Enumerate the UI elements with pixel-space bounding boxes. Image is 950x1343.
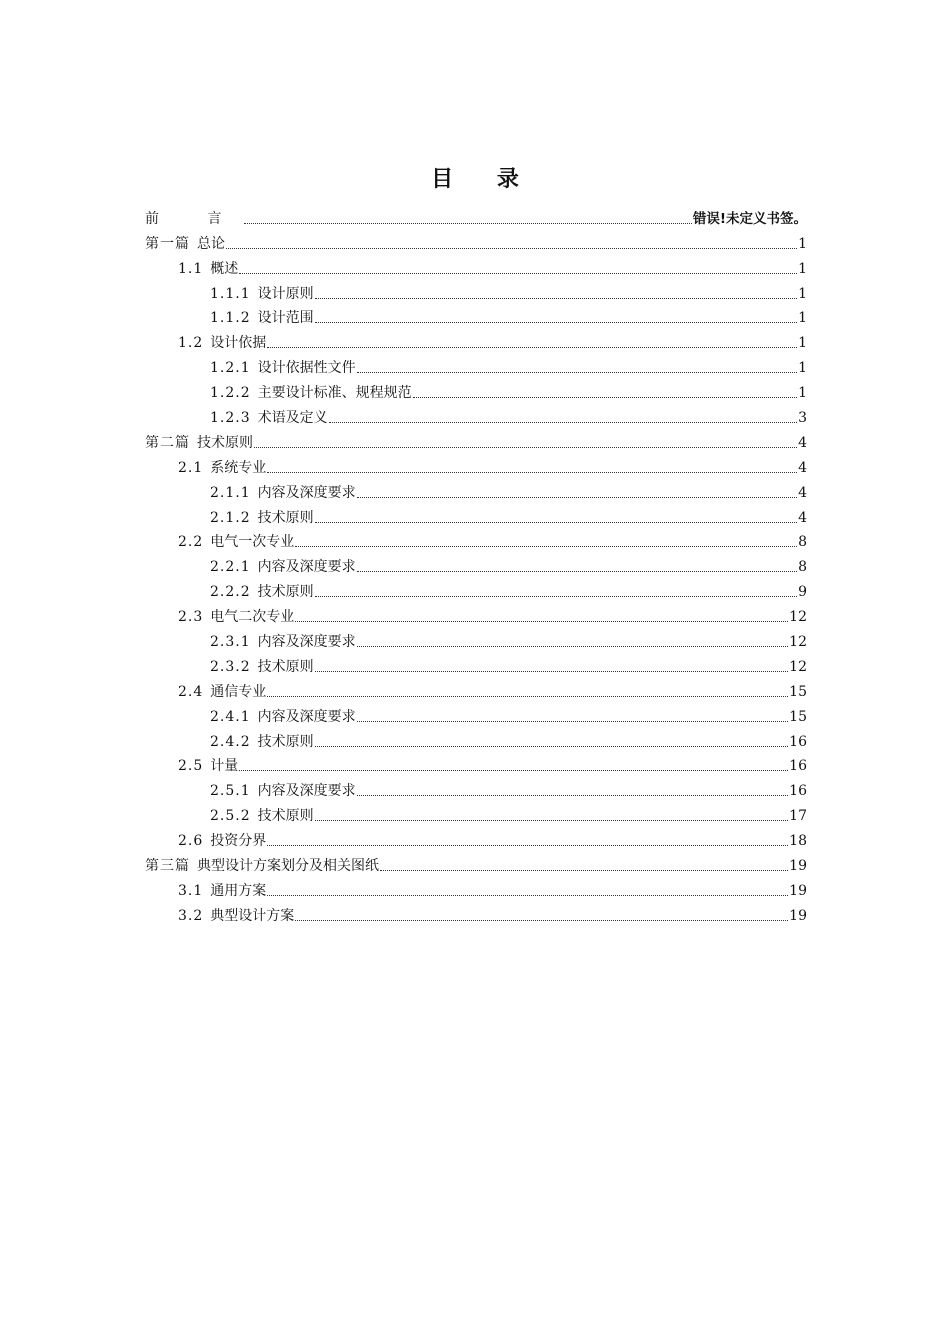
dot-leader [315, 596, 797, 597]
dot-leader [315, 522, 797, 523]
toc-entry-page-number: 8 [798, 559, 807, 576]
toc-entry-label: 技术原则 [257, 509, 314, 526]
toc-entry-number: 3.2 [178, 907, 204, 924]
dot-leader [239, 770, 788, 771]
toc-entry-page-number: 19 [789, 882, 807, 899]
toc-entry-number: 第二篇 [145, 434, 190, 451]
toc-entry-number: 2.6 [178, 833, 204, 850]
dot-leader [267, 696, 788, 697]
toc-entry-label: 内容及深度要求 [257, 783, 356, 800]
dot-leader [380, 870, 788, 871]
toc-entry-number: 第一篇 [145, 235, 190, 252]
toc-title: 目 录 [431, 167, 537, 192]
toc-entry-label: 典型设计方案 [210, 907, 295, 924]
toc-entry-label: 设计依据性文件 [257, 360, 356, 377]
toc-entry-page-number: 16 [789, 758, 807, 775]
toc-entry-number: 2.1.2 [210, 509, 251, 526]
toc-entry-page-number: 19 [789, 907, 807, 924]
toc-entry[interactable] [145, 825, 807, 850]
dot-leader [329, 422, 797, 423]
toc-entry-label: 技术原则 [257, 658, 314, 675]
toc-entry-number: 1.2.1 [210, 360, 251, 377]
dot-leader [413, 397, 797, 398]
toc-entry-label: 内容及深度要求 [257, 708, 356, 725]
toc-entry[interactable] [145, 402, 807, 427]
toc-entry-label: 通用方案 [210, 882, 267, 899]
toc-entry-number: 2.4.1 [210, 708, 251, 725]
dot-leader [357, 795, 789, 796]
toc-entry-label: 总论 [197, 235, 225, 252]
toc-entry-page-number: 12 [789, 609, 807, 626]
toc-entry-number: 2.3.1 [210, 634, 251, 651]
toc-entry[interactable] [145, 875, 807, 900]
toc-entry-number: 2.3.2 [210, 658, 251, 675]
toc-entry-number: 2.1 [178, 459, 204, 476]
toc-entry-label: 技术原则 [257, 733, 314, 750]
toc-entry-label: 技术原则 [257, 808, 314, 825]
toc-entry[interactable] [145, 327, 807, 352]
dot-leader [315, 746, 789, 747]
dot-leader [239, 273, 797, 274]
dot-leader [315, 322, 797, 323]
toc-entry[interactable] [145, 427, 807, 452]
toc-entry[interactable] [145, 278, 807, 303]
toc-entry[interactable] [145, 726, 807, 751]
toc-entry-page-number: 1 [798, 360, 807, 377]
toc-entry-page-number: 1 [798, 310, 807, 327]
toc-entry-page-number: 19 [789, 858, 807, 875]
table-of-contents [145, 203, 807, 925]
toc-entry-number: 2.3 [178, 609, 204, 626]
toc-entry-label: 主要设计标准、规程规范 [257, 385, 412, 402]
toc-entry[interactable] [145, 452, 807, 477]
toc-entry[interactable] [145, 502, 807, 527]
toc-entry-label: 电气二次专业 [210, 609, 295, 626]
toc-entry-number: 1.2.3 [210, 410, 251, 427]
toc-entry-label: 设计依据 [210, 335, 267, 352]
dot-leader [267, 472, 797, 473]
toc-entry-number: 2.2.1 [210, 559, 251, 576]
toc-entry-label: 电气一次专业 [210, 534, 295, 551]
toc-entry[interactable] [145, 576, 807, 601]
toc-entry-page-number: 4 [798, 434, 807, 451]
toc-entry-number: 1.2 [178, 335, 204, 352]
toc-entry-page-number: 15 [789, 683, 807, 700]
toc-entry-label: 投资分界 [210, 833, 267, 850]
toc-entry-number: 2.2.2 [210, 584, 251, 601]
dot-leader [315, 298, 797, 299]
toc-entry[interactable] [145, 775, 807, 800]
dot-leader [357, 372, 797, 373]
toc-entry[interactable] [145, 751, 807, 776]
toc-entry[interactable] [145, 377, 807, 402]
toc-entry-number: 3.1 [178, 882, 204, 899]
toc-entry-number: 1.1.1 [210, 285, 251, 302]
toc-entry-label: 内容及深度要求 [257, 559, 356, 576]
toc-entry-number: 2.5.1 [210, 783, 251, 800]
toc-entry[interactable] [145, 676, 807, 701]
toc-entry-page-number: 4 [798, 509, 807, 526]
toc-entry[interactable] [145, 527, 807, 552]
toc-entry-label: 典型设计方案划分及相关图纸 [197, 858, 379, 875]
toc-entry[interactable] [145, 601, 807, 626]
dot-leader [267, 845, 788, 846]
dot-leader [315, 820, 789, 821]
toc-entry[interactable] [145, 352, 807, 377]
dot-leader [267, 895, 788, 896]
toc-entry-page-number: 4 [798, 484, 807, 501]
toc-entry-page-number: 1 [798, 385, 807, 402]
toc-entry-label: 概述 [210, 260, 239, 277]
toc-entry[interactable] [145, 303, 807, 328]
toc-entry[interactable] [145, 477, 807, 502]
toc-entry-page-error: 错误!未定义书签。 [692, 210, 807, 227]
dot-leader [267, 347, 797, 348]
toc-entry[interactable] [145, 701, 807, 726]
toc-entry-page-number: 16 [789, 783, 807, 800]
toc-entry-label: 系统专业 [210, 459, 267, 476]
dot-leader [357, 497, 797, 498]
toc-entry-page-number: 17 [789, 808, 807, 825]
toc-entry-page-number: 12 [789, 658, 807, 675]
toc-entry-page-number: 9 [798, 584, 807, 601]
toc-entry[interactable] [145, 551, 807, 576]
dot-leader [295, 621, 788, 622]
toc-entry-label: 计量 [210, 758, 239, 775]
toc-entry-page-number: 1 [798, 235, 807, 252]
toc-entry-number: 1.1.2 [210, 310, 251, 327]
toc-entry-number: 2.2 [178, 534, 204, 551]
toc-entry[interactable] [145, 651, 807, 676]
toc-entry-page-number: 1 [798, 260, 807, 277]
toc-entry-page-number: 3 [798, 410, 807, 427]
toc-entry-page-number: 4 [798, 459, 807, 476]
toc-entry-label: 设计原则 [257, 285, 314, 302]
dot-leader [357, 571, 797, 572]
dot-leader [295, 920, 788, 921]
toc-entry-number: 2.4 [178, 683, 204, 700]
toc-entry-label: 设计范围 [257, 310, 314, 327]
toc-entry-label: 内容及深度要求 [257, 634, 356, 651]
toc-entry-number: 1.2.2 [210, 385, 251, 402]
toc-entry-label: 术语及定义 [257, 410, 328, 427]
dot-leader [315, 671, 789, 672]
toc-entry-page-number: 1 [798, 285, 807, 302]
toc-entry-page-number: 15 [789, 708, 807, 725]
toc-entry-number: 1.1 [178, 260, 204, 277]
toc-entry[interactable] [145, 850, 807, 875]
toc-entry-number: 第三篇 [145, 858, 190, 875]
dot-leader [254, 447, 797, 448]
toc-entry-label: 内容及深度要求 [257, 484, 356, 501]
toc-entry[interactable] [145, 203, 807, 228]
dot-leader [244, 223, 691, 224]
toc-entry-number: 2.5 [178, 758, 204, 775]
toc-entry-number: 2.1.1 [210, 484, 251, 501]
toc-entry-label: 技术原则 [257, 584, 314, 601]
toc-entry-page-number: 16 [789, 733, 807, 750]
dot-leader [357, 646, 789, 647]
dot-leader [226, 248, 797, 249]
toc-entry-page-number: 18 [789, 833, 807, 850]
dot-leader [357, 721, 789, 722]
toc-entry-number: 2.4.2 [210, 733, 251, 750]
toc-entry-number: 2.5.2 [210, 808, 251, 825]
toc-entry[interactable] [145, 253, 807, 278]
toc-entry[interactable] [145, 800, 807, 825]
dot-leader [295, 546, 797, 547]
toc-entry-page-number: 12 [789, 634, 807, 651]
toc-entry[interactable] [145, 228, 807, 253]
toc-entry-page-number: 1 [798, 335, 807, 352]
toc-entry[interactable] [145, 900, 807, 925]
toc-entry-page-number: 8 [798, 534, 807, 551]
toc-entry-label: 技术原则 [197, 434, 253, 451]
toc-entry-label: 通信专业 [210, 683, 267, 700]
toc-entry-label: 前 言 [145, 210, 244, 227]
toc-entry[interactable] [145, 626, 807, 651]
